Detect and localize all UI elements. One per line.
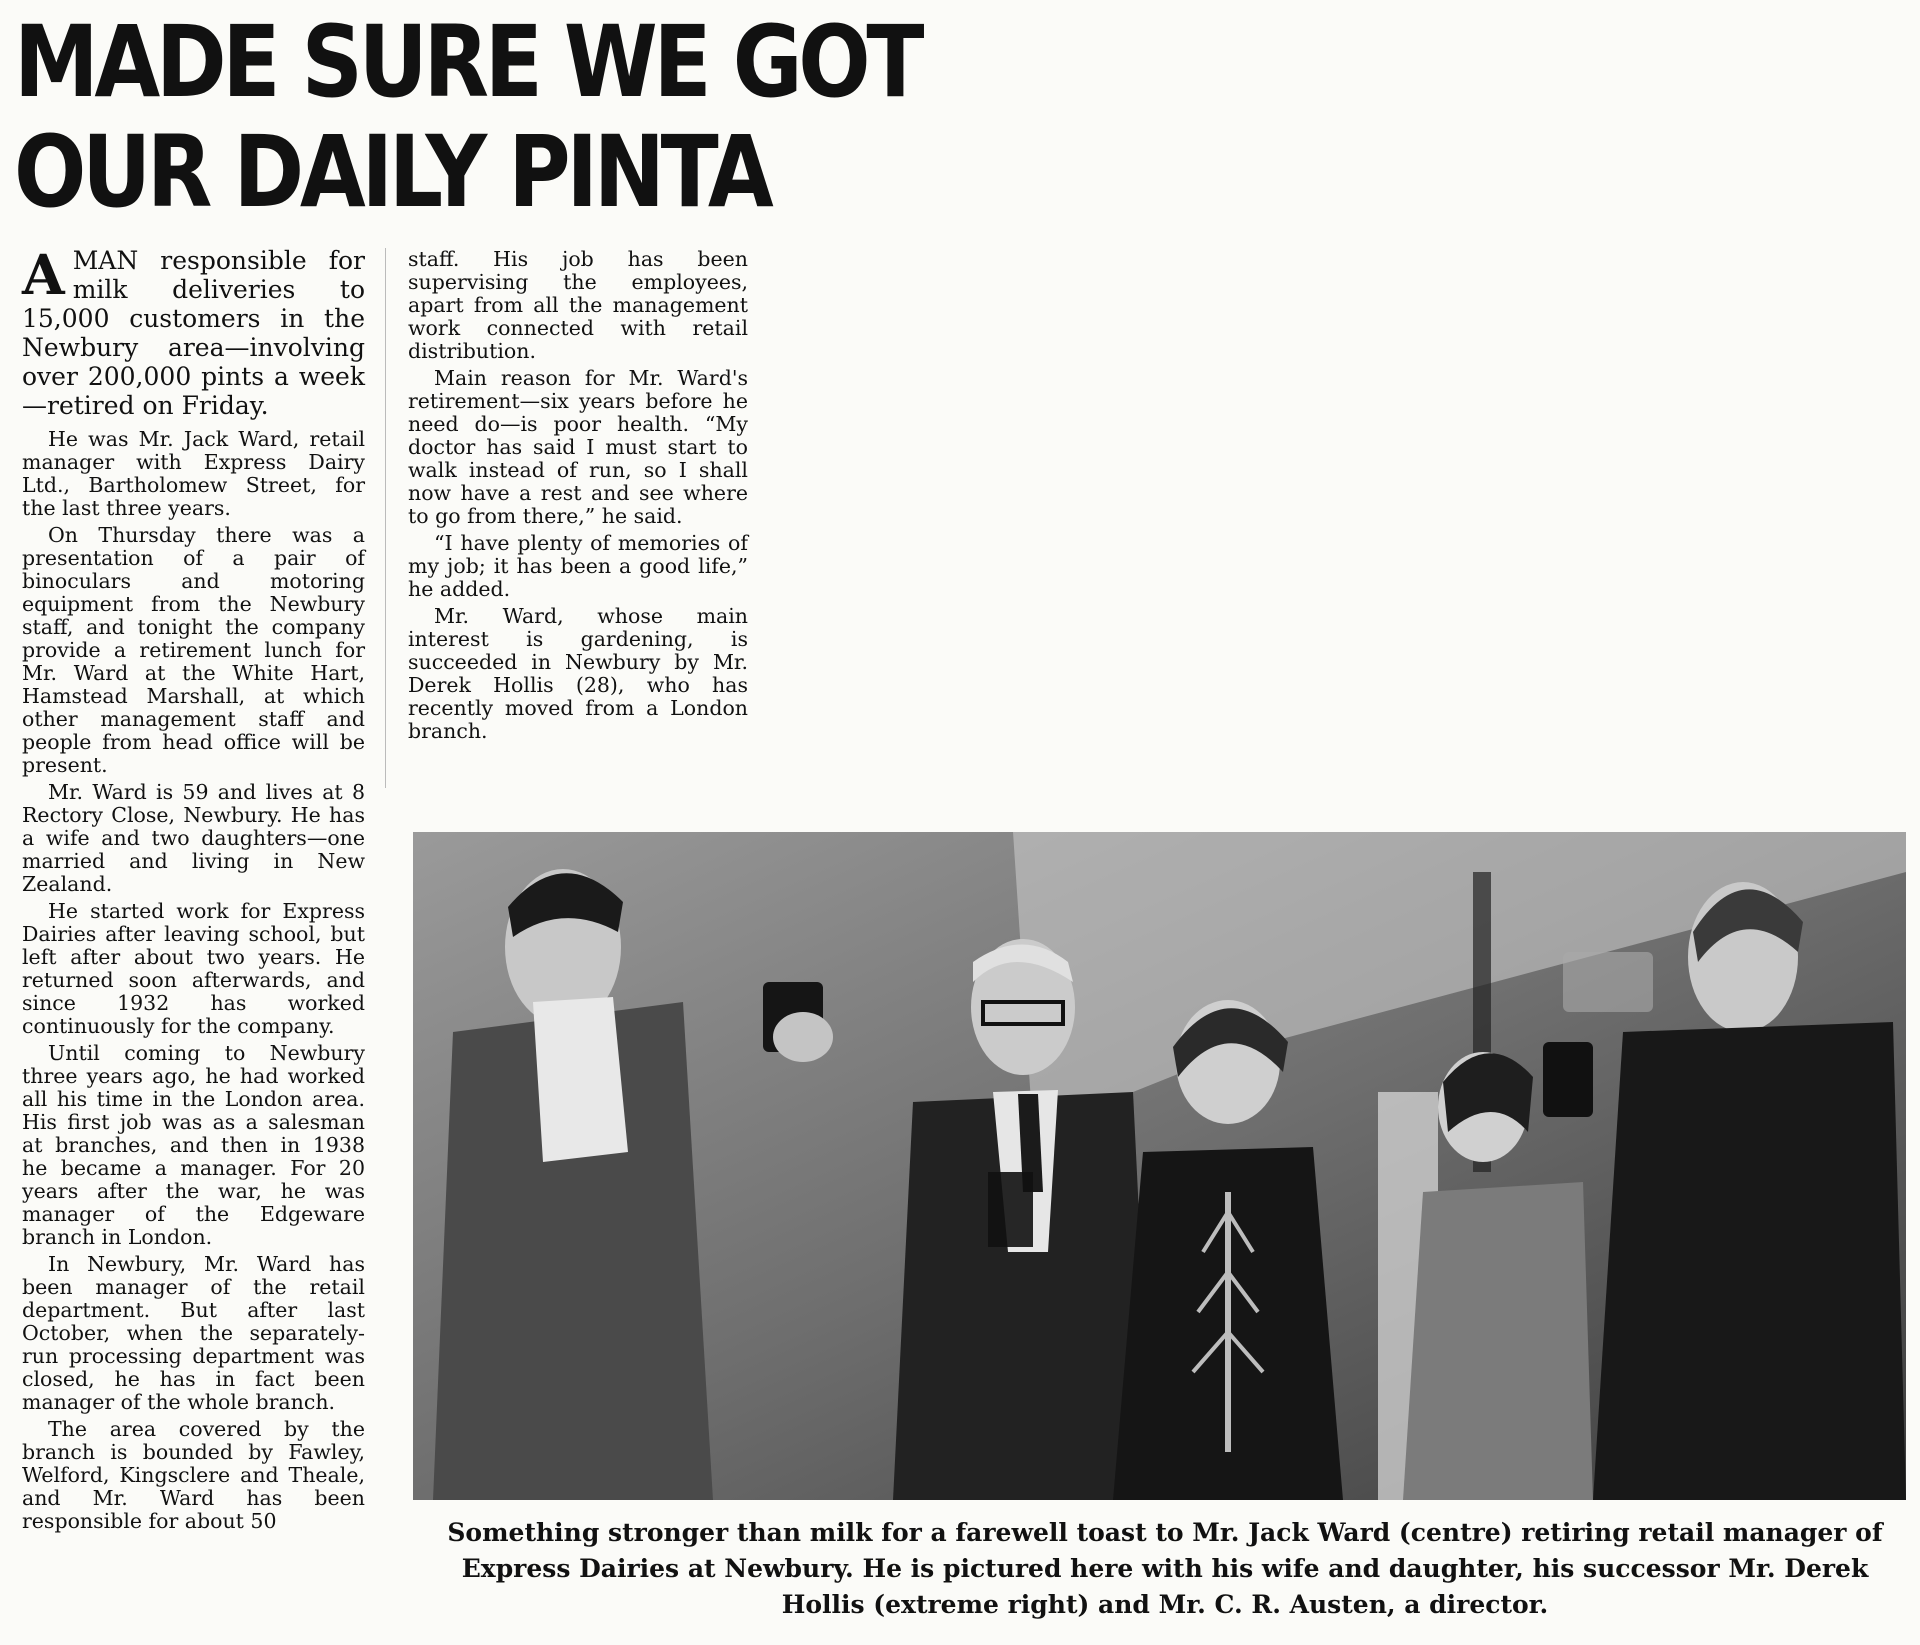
paragraph: Main reason for Mr. Ward's retirement—six years before he need do—is poor health. “My doctor has said I must start to walk instead of run, so I shall now have a rest and see where to go from there,” he said. — [408, 366, 748, 528]
paragraph: He started work for Express Dairies after leaving school, but left after about two years. He returned soon afterwards, and since 1932 has worked continuously for the company. — [22, 899, 365, 1038]
paragraph: staff. His job has been supervising the employees, apart from all the management work connected with retail distribution. — [408, 247, 748, 363]
photo-caption: Something stronger than milk for a farewell toast to Mr. Jack Ward (centre) retiring retail manager of Express Dairies at Newbury. He is pictured here with his wife and daughter, his successor Mr. Derek Hollis (extreme right) and Mr. C. R. Austen, a director. — [447, 1518, 1883, 1619]
photo-illustration — [413, 832, 1906, 1500]
paragraph: Mr. Ward is 59 and lives at 8 Rectory Close, Newbury. He has a wife and two daughters—one married and living in New Zealand. — [22, 780, 365, 896]
headline-line-1: MADE SURE WE GOT — [14, 5, 921, 120]
headline — [14, 5, 921, 230]
lead-text: MAN responsible for milk deliveries to 15,000 customers in the Newbury area—involving over 200,000 pints a week —retired on Friday. — [22, 246, 365, 420]
paragraph: He was Mr. Jack Ward, retail manager with Express Dairy Ltd., Bartholomew Street, for the last three years. — [22, 427, 365, 520]
paragraph: The area covered by the branch is bounded by Fawley, Welford, Kingsclere and Theale, and Mr. Ward has been responsible for about 50 — [22, 1417, 365, 1533]
article-column-2 — [408, 248, 748, 747]
news-photo — [413, 832, 1906, 1500]
column-divider — [385, 248, 386, 788]
paragraph: On Thursday there was a presentation of a pair of binoculars and motoring equipment from the Newbury staff, and tonight the company provide a retirement lunch for Mr. Ward at the White Hart, Hamstead Marshall, at which other management staff and people from head office will be present. — [22, 523, 365, 777]
headline-line-2: OUR DAILY PINTA — [14, 115, 770, 230]
paragraph: “I have plenty of memories of my job; it has been a good life,” he added. — [408, 531, 748, 601]
drop-cap: A — [22, 242, 65, 307]
article-column-1 — [22, 242, 365, 1537]
paragraph: Until coming to Newbury three years ago, he had worked all his time in the London area. His first job was as a salesman at branches, and then in 1938 he became a manager. For 20 years after the war, he was manager of the Edgeware branch in London. — [22, 1041, 365, 1249]
paragraph: Mr. Ward, whose main interest is gardening, is succeeded in Newbury by Mr. Derek Hollis (28), who has recently moved from a London branch. — [408, 604, 748, 743]
article-lead — [22, 242, 365, 420]
paragraph: In Newbury, Mr. Ward has been manager of the retail department. But after last October, when the separately-run processing department was closed, he has in fact been manager of the whole branch. — [22, 1252, 365, 1414]
